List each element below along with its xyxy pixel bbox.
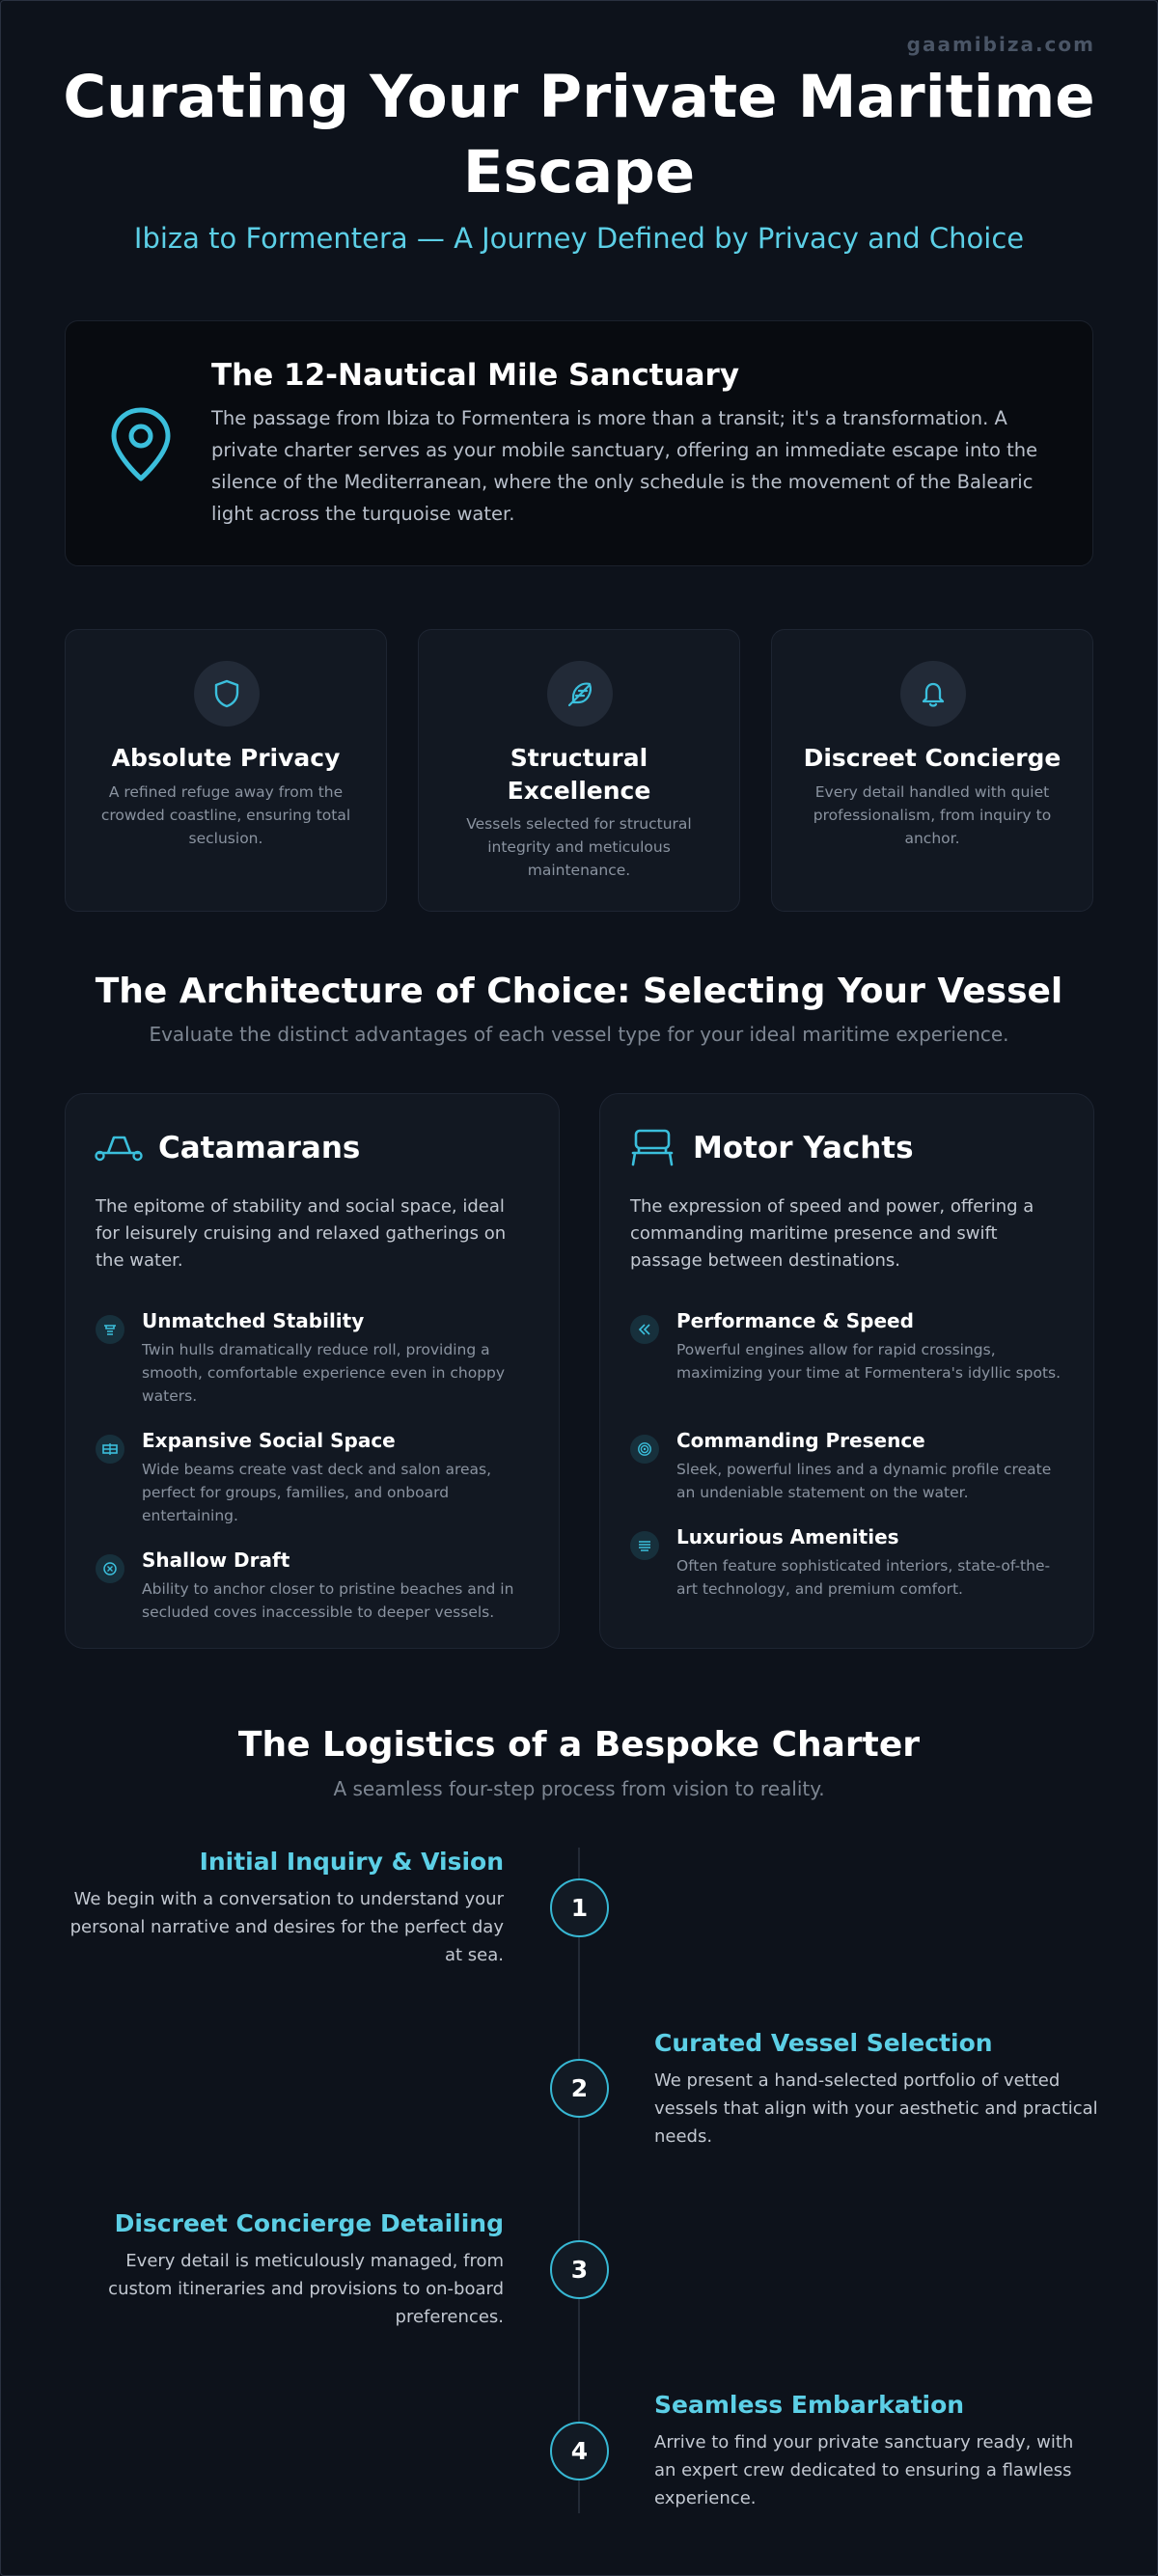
step-number: 1 xyxy=(550,1878,609,1937)
logistics-subtitle: A seamless four-step process from vision to reality. xyxy=(333,1777,825,1800)
shield-icon xyxy=(194,661,260,726)
step-title: Seamless Embarkation xyxy=(654,2391,965,2419)
benefit-title: Shallow Draft xyxy=(142,1548,290,1572)
feature-text: A refined refuge away from the crowded coastline, ensuring total seclusion. xyxy=(100,783,351,847)
choice-title: The Architecture of Choice: Selecting Your Vessel xyxy=(95,972,1063,1011)
feature-text: Vessels selected for structural integrity and meticulous maintenance. xyxy=(466,815,692,879)
benefit-title: Commanding Presence xyxy=(676,1429,925,1452)
step-text: Arrive to find your private sanctuary ready, with an expert crew dedicated to ensuring a flawless experience. xyxy=(654,2432,1074,2508)
step-number: 3 xyxy=(550,2240,609,2299)
benefit-text: Powerful engines allow for rapid crossings, maximizing your time at Formentera's idyllic spots. xyxy=(676,1341,1062,1382)
step-number: 2 xyxy=(550,2059,609,2118)
timeline-step xyxy=(654,2029,1098,2151)
choice-subtitle: Evaluate the distinct advantages of each vessel type for your ideal maritime experience. xyxy=(149,1023,1009,1046)
benefit-text: Ability to anchor closer to pristine beaches and in secluded coves inaccessible to deeper vessels. xyxy=(142,1580,514,1621)
feature-card-concierge xyxy=(771,629,1093,912)
feature-title: Discreet Concierge xyxy=(803,744,1062,772)
hero-subtitle: Ibiza to Formentera — A Journey Defined by Privacy and Choice xyxy=(133,222,1025,255)
step-title: Discreet Concierge Detailing xyxy=(114,2209,504,2237)
step-title: Curated Vessel Selection xyxy=(654,2029,993,2057)
deck-icon xyxy=(96,1435,124,1464)
step-text: We begin with a conversation to understand your personal narrative and desires for the perfect day at sea. xyxy=(69,1889,504,1965)
catamaran-icon xyxy=(95,1128,143,1168)
feather-icon xyxy=(547,661,613,726)
hero-title: Curating Your Private Maritime Escape xyxy=(63,63,1095,206)
speed-icon xyxy=(630,1315,659,1344)
bell-icon xyxy=(900,661,966,726)
feature-title: Structural Excellence xyxy=(507,744,651,805)
benefit-text: Sleek, powerful lines and a dynamic profile create an undeniable statement on the water. xyxy=(676,1461,1052,1501)
target-icon xyxy=(630,1435,659,1464)
feature-text: Every detail handled with quiet professionalism, from inquiry to anchor. xyxy=(813,783,1052,847)
timeline-step xyxy=(654,2391,1098,2512)
anchor-circle-icon xyxy=(96,1554,124,1583)
vessel-description: The expression of speed and power, offering a commanding maritime presence and swift passage between destinations. xyxy=(630,1196,1034,1271)
vessel-card-motor-yachts xyxy=(599,1093,1094,1649)
benefit-title: Luxurious Amenities xyxy=(676,1525,899,1548)
step-number: 4 xyxy=(550,2422,609,2480)
yacht-icon xyxy=(629,1128,677,1168)
logistics-title: The Logistics of a Bespoke Charter xyxy=(237,1725,921,1765)
vessel-card-catamarans xyxy=(65,1093,560,1649)
sanctuary-card xyxy=(65,320,1093,566)
timeline-line xyxy=(578,1848,580,2513)
map-pin-icon xyxy=(110,406,172,483)
vessel-description: The epitome of stability and social space, ideal for leisurely cruising and relaxed gatherings on the water. xyxy=(96,1196,507,1271)
benefit-text: Often feature sophisticated interiors, state-of-the-art technology, and premium comfort. xyxy=(676,1557,1051,1598)
sanctuary-title: The 12-Nautical Mile Sanctuary xyxy=(211,358,740,393)
vessel-title: Motor Yachts xyxy=(693,1131,914,1165)
feature-card-structural xyxy=(418,629,740,912)
vessel-title: Catamarans xyxy=(158,1131,361,1165)
sanctuary-text: The passage from Ibiza to Formentera is more than a transit; it's a transformation. A private charter serves as your mobile sanctuary, offering an immediate escape into the silence of the Mediterranean, where the only schedule is the movement of the Balearic light across the turquoise water. xyxy=(211,407,1038,525)
timeline-step xyxy=(60,1848,504,1969)
feature-title: Absolute Privacy xyxy=(111,744,341,772)
feature-card-privacy xyxy=(65,629,387,912)
benefit-title: Performance & Speed xyxy=(676,1309,914,1332)
timeline-step xyxy=(60,2209,504,2331)
benefit-title: Expansive Social Space xyxy=(142,1429,396,1452)
benefit-title: Unmatched Stability xyxy=(142,1309,365,1332)
step-text: Every detail is meticulously managed, from custom itineraries and provisions to on-board preferences. xyxy=(108,2251,504,2327)
benefit-text: Wide beams create vast deck and salon areas, perfect for groups, families, and onboard entertaining. xyxy=(142,1461,492,1524)
brand-watermark: gaamibiza.com xyxy=(906,33,1095,56)
amenities-icon xyxy=(630,1531,659,1560)
stability-icon xyxy=(96,1315,124,1344)
step-text: We present a hand-selected portfolio of vetted vessels that align with your aesthetic and practical needs. xyxy=(654,2070,1098,2147)
step-title: Initial Inquiry & Vision xyxy=(199,1848,504,1876)
benefit-text: Twin hulls dramatically reduce roll, providing a smooth, comfortable experience even in choppy waters. xyxy=(142,1341,506,1405)
